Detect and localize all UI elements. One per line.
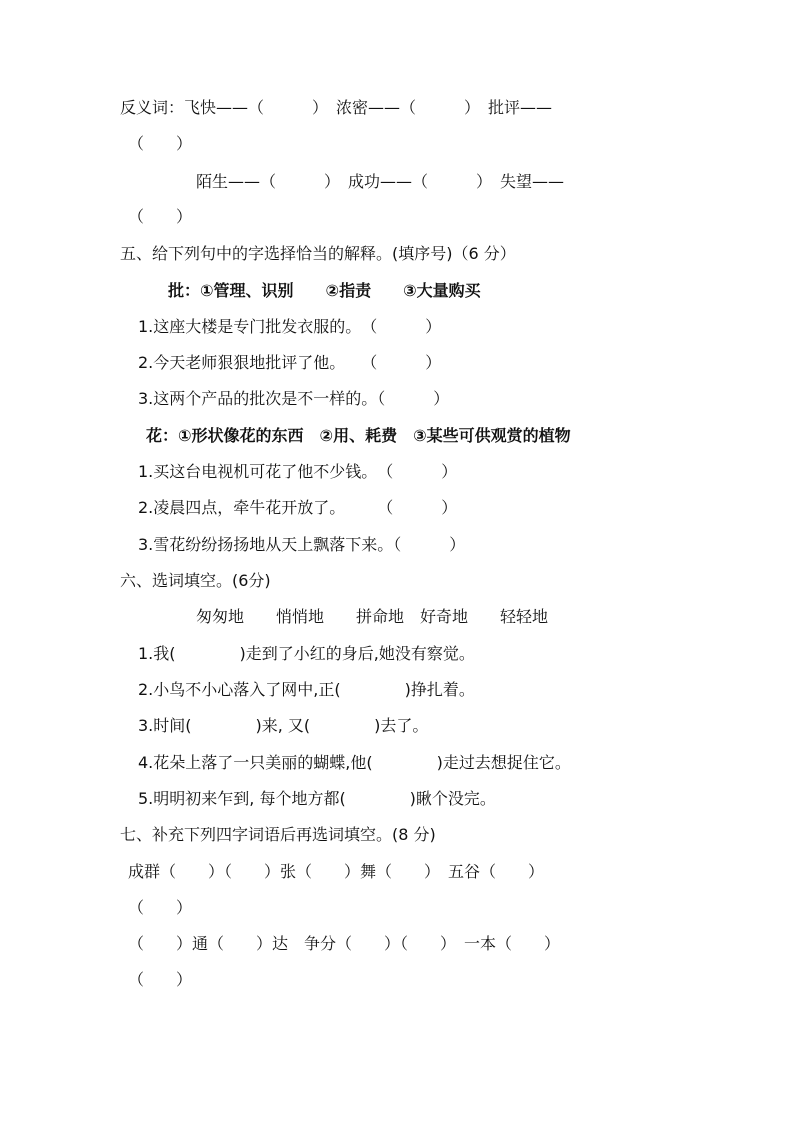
fill-item-1: 1.我( )走到了小红的身后,她没有察觉。	[138, 644, 475, 663]
antonyms-row-1: 反义词：飞快——（ ） 浓密——（ ） 批评——	[120, 98, 553, 117]
question-pi-3: 3.这两个产品的批次是不一样的。（ ）	[138, 389, 450, 408]
question-hua-3: 3.雪花纷纷扬扬地从天上飘落下来。（ ）	[138, 535, 466, 554]
question-pi-1: 1.这座大楼是专门批发衣服的。 （ ）	[138, 317, 442, 336]
fill-item-3: 3.时间( )来, 又( )去了。	[138, 716, 429, 735]
fill-item-5: 5.明明初来乍到, 每个地方都( )瞅个没完。	[138, 789, 496, 808]
fill-item-4: 4.花朵上落了一只美丽的蝴蝶,他( )走过去想捉住它。	[138, 753, 571, 772]
antonyms-row-2: 陌生——（ ） 成功——（ ） 失望——	[196, 172, 565, 191]
antonyms-row-1-continued: （ ）	[128, 134, 193, 153]
definition-pi: 批：①管理、识别 ②指责 ③大量购买	[168, 281, 481, 300]
idiom-row-2-continued: （ ）	[128, 970, 193, 989]
antonyms-row-2-continued: （ ）	[128, 207, 193, 226]
section-5-heading: 五、给下列句中的字选择恰当的解释。(填序号)（6 分）	[120, 244, 516, 263]
section-7-heading: 七、补充下列四字词语后再选词填空。(8 分)	[120, 825, 436, 844]
fill-item-2: 2.小鸟不小心落入了网中,正( )挣扎着。	[138, 680, 475, 699]
question-pi-2: 2.今天老师狠狠地批评了他。 （ ）	[138, 353, 442, 372]
question-hua-1: 1.买这台电视机可花了他不少钱。 （ ）	[138, 462, 458, 481]
section-6-heading: 六、选词填空。(6分)	[120, 571, 271, 590]
idiom-row-1-continued: （ ）	[128, 898, 193, 917]
idiom-row-1: 成群（ ）（ ）张（ ）舞（ ） 五谷（ ）	[128, 862, 545, 881]
question-hua-2: 2.凌晨四点，牵牛花开放了。 （ ）	[138, 498, 458, 517]
word-bank: 匆匆地 悄悄地 拼命地 好奇地 轻轻地	[196, 607, 549, 626]
idiom-row-2: （ ）通（ ）达 争分（ ）（ ） 一本（ ）	[128, 934, 561, 953]
definition-hua: 花：①形状像花的东西 ②用、耗费 ③某些可供观赏的植物	[146, 426, 571, 445]
